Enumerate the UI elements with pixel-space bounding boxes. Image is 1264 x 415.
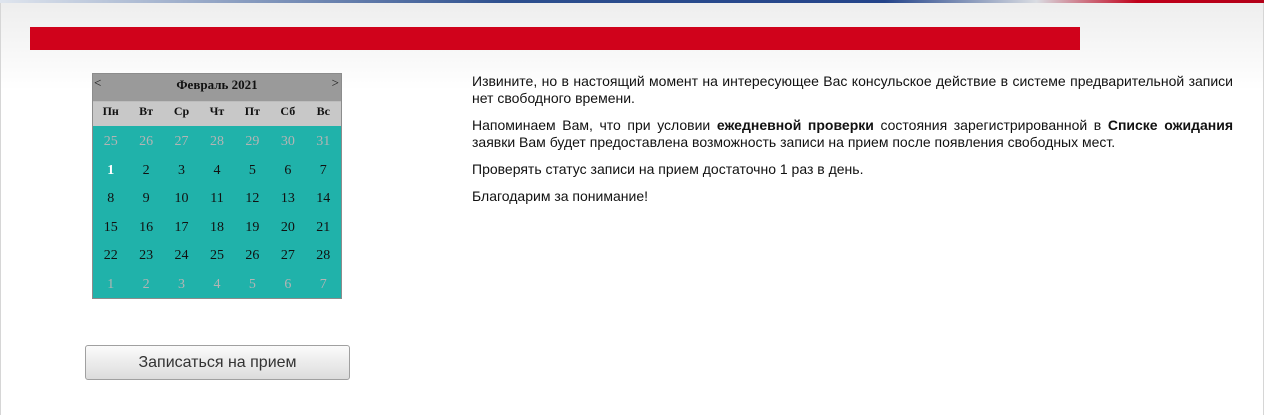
calendar-day[interactable]: 4 — [213, 162, 221, 178]
calendar-day-other-month[interactable]: 26 — [139, 134, 154, 149]
thank-you-text: Благодарим за понимание! — [472, 188, 648, 204]
calendar-weekday-row — [93, 102, 341, 126]
weekday-label: Пн — [102, 104, 119, 118]
calendar-day[interactable]: 11 — [210, 191, 224, 206]
book-appointment-button[interactable]: Записаться на прием — [85, 345, 350, 380]
calendar-day[interactable]: 25 — [209, 248, 224, 263]
calendar-day-current[interactable]: 1 — [107, 162, 115, 178]
calendar-day[interactable]: 17 — [174, 219, 189, 235]
calendar-week-row — [93, 157, 341, 186]
calendar-day[interactable]: 13 — [280, 191, 295, 206]
reminder-text-part1: Напоминаем Вам, что при условии — [472, 117, 717, 133]
calendar-day[interactable]: 7 — [319, 162, 327, 178]
calendar-next-month-button[interactable]: > — [331, 75, 339, 90]
calendar-day[interactable]: 16 — [139, 219, 154, 235]
weekday-label: Сб — [280, 104, 296, 118]
calendar-day-other-month[interactable]: 5 — [248, 276, 256, 292]
calendar-day-other-month[interactable]: 4 — [213, 276, 221, 292]
calendar-week-row — [93, 185, 341, 214]
calendar-day[interactable]: 27 — [280, 248, 295, 263]
calendar-day[interactable]: 20 — [280, 219, 295, 235]
calendar-header — [93, 74, 341, 102]
calendar-day[interactable]: 15 — [103, 219, 118, 235]
calendar-day[interactable]: 3 — [178, 162, 186, 178]
no-slots-text: Извините, но в настоящий момент на интересующее Вас консульское действие в системе предварительной записи нет свободного времени. — [472, 73, 1233, 106]
weekday-label: Чт — [209, 104, 225, 118]
weekday-label: Пт — [244, 104, 261, 118]
calendar-day[interactable]: 12 — [245, 191, 260, 206]
waiting-list-emphasis: Списке ожидания — [1107, 117, 1234, 133]
calendar — [92, 73, 342, 299]
calendar-day[interactable]: 24 — [174, 248, 189, 263]
calendar-day-other-month[interactable]: 1 — [107, 276, 115, 292]
weekday-label: Ср — [173, 104, 190, 118]
reminder-text-part3: заявки Вам будет предоставлена возможность записи на прием после появления свободных мест. — [472, 134, 1116, 150]
check-frequency-text: Проверять статус записи на прием достаточно 1 раз в день. — [472, 161, 864, 177]
reminder-text-part2: состояния зарегистрированной в — [873, 117, 1108, 133]
calendar-day[interactable]: 26 — [245, 248, 260, 263]
calendar-day[interactable]: 2 — [142, 162, 150, 178]
weekday-label: Вт — [139, 104, 154, 118]
calendar-day[interactable]: 5 — [248, 162, 256, 178]
top-decor-strip — [0, 0, 1264, 3]
calendar-day-other-month[interactable]: 25 — [103, 134, 118, 149]
calendar-week-row — [93, 242, 341, 271]
calendar-day-other-month[interactable]: 7 — [319, 276, 327, 292]
calendar-day-other-month[interactable]: 6 — [284, 276, 292, 292]
calendar-month-title: Февраль 2021 — [176, 77, 258, 92]
calendar-prev-month-button[interactable]: < — [94, 75, 102, 90]
calendar-day[interactable]: 9 — [142, 191, 150, 206]
calendar-day[interactable]: 19 — [245, 219, 260, 235]
calendar-week-row — [93, 128, 341, 157]
calendar-day[interactable]: 21 — [316, 219, 331, 235]
calendar-day-other-month[interactable]: 28 — [209, 134, 224, 149]
weekday-label: Вс — [316, 104, 330, 118]
calendar-day-other-month[interactable]: 29 — [245, 134, 260, 149]
calendar-day-other-month[interactable]: 3 — [178, 276, 186, 292]
calendar-day[interactable]: 8 — [107, 191, 115, 206]
calendar-day-other-month[interactable]: 2 — [142, 276, 150, 292]
calendar-day-other-month[interactable]: 31 — [316, 134, 331, 149]
calendar-day[interactable]: 10 — [174, 191, 189, 206]
calendar-day[interactable]: 6 — [284, 162, 292, 178]
calendar-week-row — [93, 214, 341, 243]
calendar-week-row — [93, 271, 341, 300]
header-bar — [30, 27, 1080, 50]
calendar-day[interactable]: 18 — [209, 219, 224, 235]
daily-check-emphasis: ежедневной проверки — [716, 117, 874, 133]
calendar-day[interactable]: 22 — [103, 248, 118, 263]
calendar-day-other-month[interactable]: 30 — [280, 134, 295, 149]
calendar-day[interactable]: 28 — [316, 248, 331, 263]
calendar-day[interactable]: 14 — [316, 191, 331, 206]
calendar-day[interactable]: 23 — [139, 248, 154, 263]
left-border — [0, 3, 1, 415]
calendar-day-other-month[interactable]: 27 — [174, 134, 189, 149]
calendar-days-grid — [93, 126, 341, 299]
reminder-text — [472, 117, 1233, 151]
availability-message — [472, 73, 1233, 215]
